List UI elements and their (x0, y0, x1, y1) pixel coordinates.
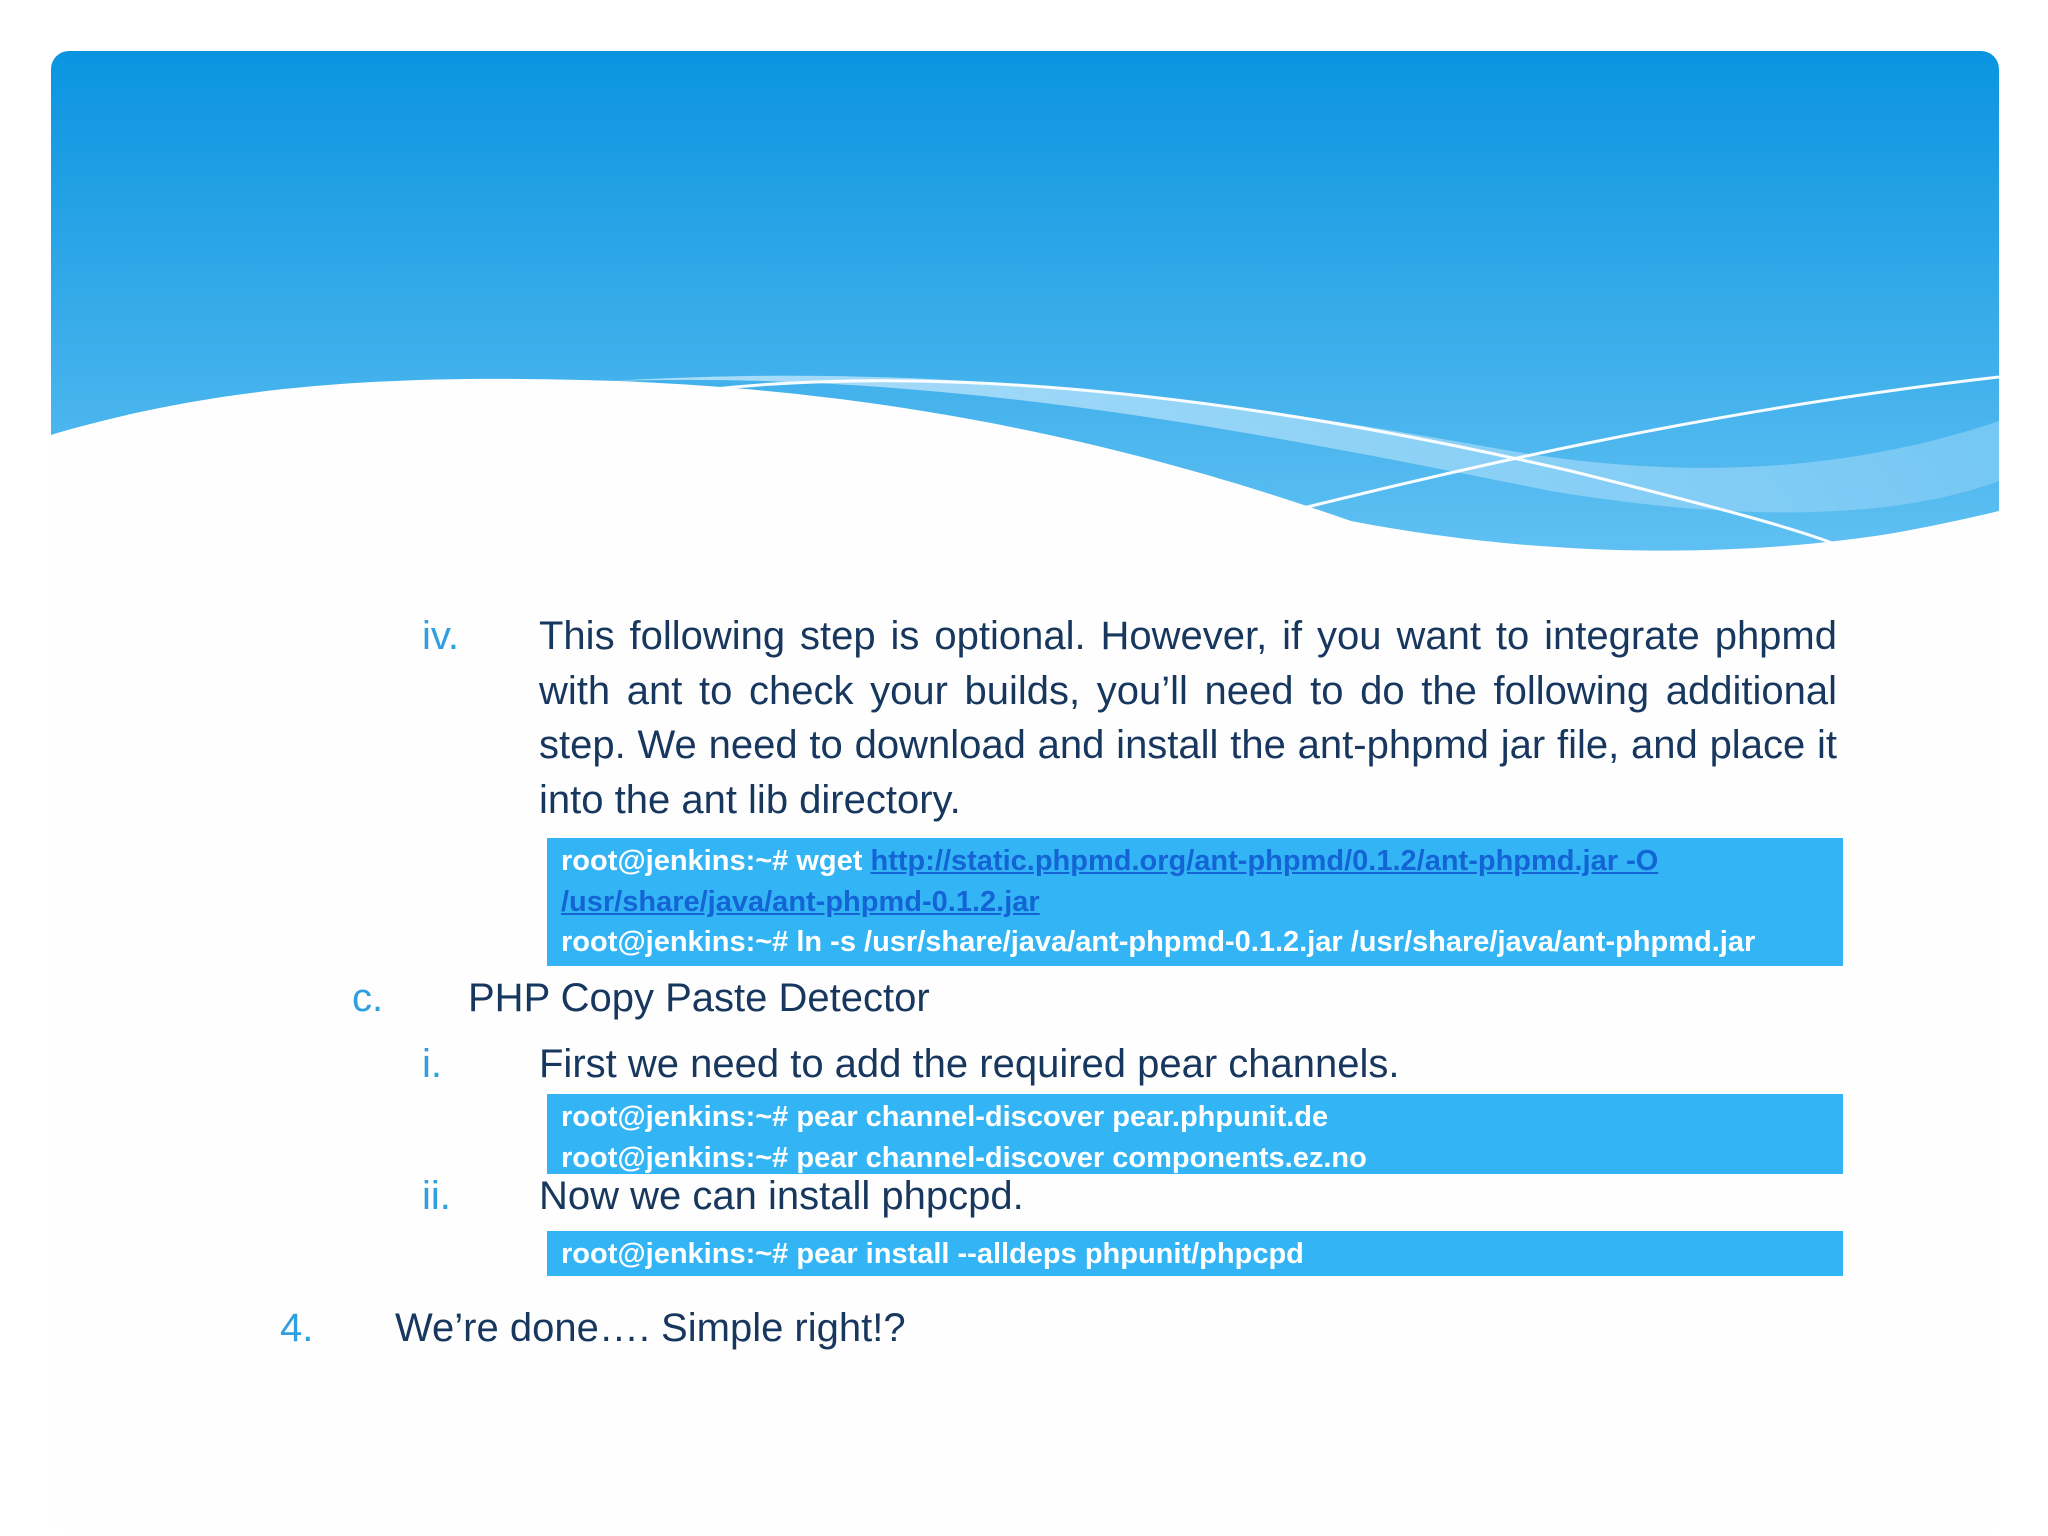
slide-content (51, 51, 1999, 1531)
code-line: root@jenkins:~# pear channel-discover pear.phpunit.de (561, 1101, 1329, 1133)
code-block-phpcpd (547, 1231, 1843, 1276)
section-c-title: PHP Copy Paste Detector (468, 976, 930, 1020)
list-marker-i: i. (422, 1042, 442, 1086)
code-line: root@jenkins:~# wget http://static.phpmd.org/ant-phpmd/0.1.2/ant-phpmd.jar -O (561, 845, 1659, 877)
phpmd-path-link[interactable]: /usr/share/java/ant-phpmd-0.1.2.jar (561, 885, 1040, 918)
code-block-pear-channels (547, 1094, 1843, 1174)
code-line: root@jenkins:~# pear install --alldeps phpunit/phpcpd (561, 1238, 1304, 1270)
step-4-text: We’re done…. Simple right!? (395, 1306, 906, 1350)
step-ii-text: Now we can install phpcpd. (539, 1174, 1024, 1218)
code-line: root@jenkins:~# pear channel-discover components.ez.no (561, 1141, 1367, 1174)
list-marker-c: c. (352, 976, 384, 1020)
step-iv-text: This following step is optional. However, if you want to integrate phpmd with ant to check your builds, you’ll need to do the following additional step. We need to download and install the ant-phpmd jar file, and place it into the ant lib directory. (539, 614, 1837, 822)
phpmd-download-link[interactable]: http://static.phpmd.org/ant-phpmd/0.1.2/ant-phpmd.jar -O (870, 845, 1659, 877)
list-marker-iv: iv. (422, 614, 460, 658)
list-marker-ii: ii. (422, 1174, 451, 1218)
list-marker-4: 4. (280, 1306, 314, 1350)
step-i-text: First we need to add the required pear channels. (539, 1042, 1400, 1086)
code-line: root@jenkins:~# ln -s /usr/share/java/ant-phpmd-0.1.2.jar /usr/share/java/ant-phpmd.jar (561, 926, 1756, 958)
slide-panel (51, 51, 1999, 1531)
code-block-phpmd (547, 838, 1843, 966)
code-line (561, 882, 1829, 923)
